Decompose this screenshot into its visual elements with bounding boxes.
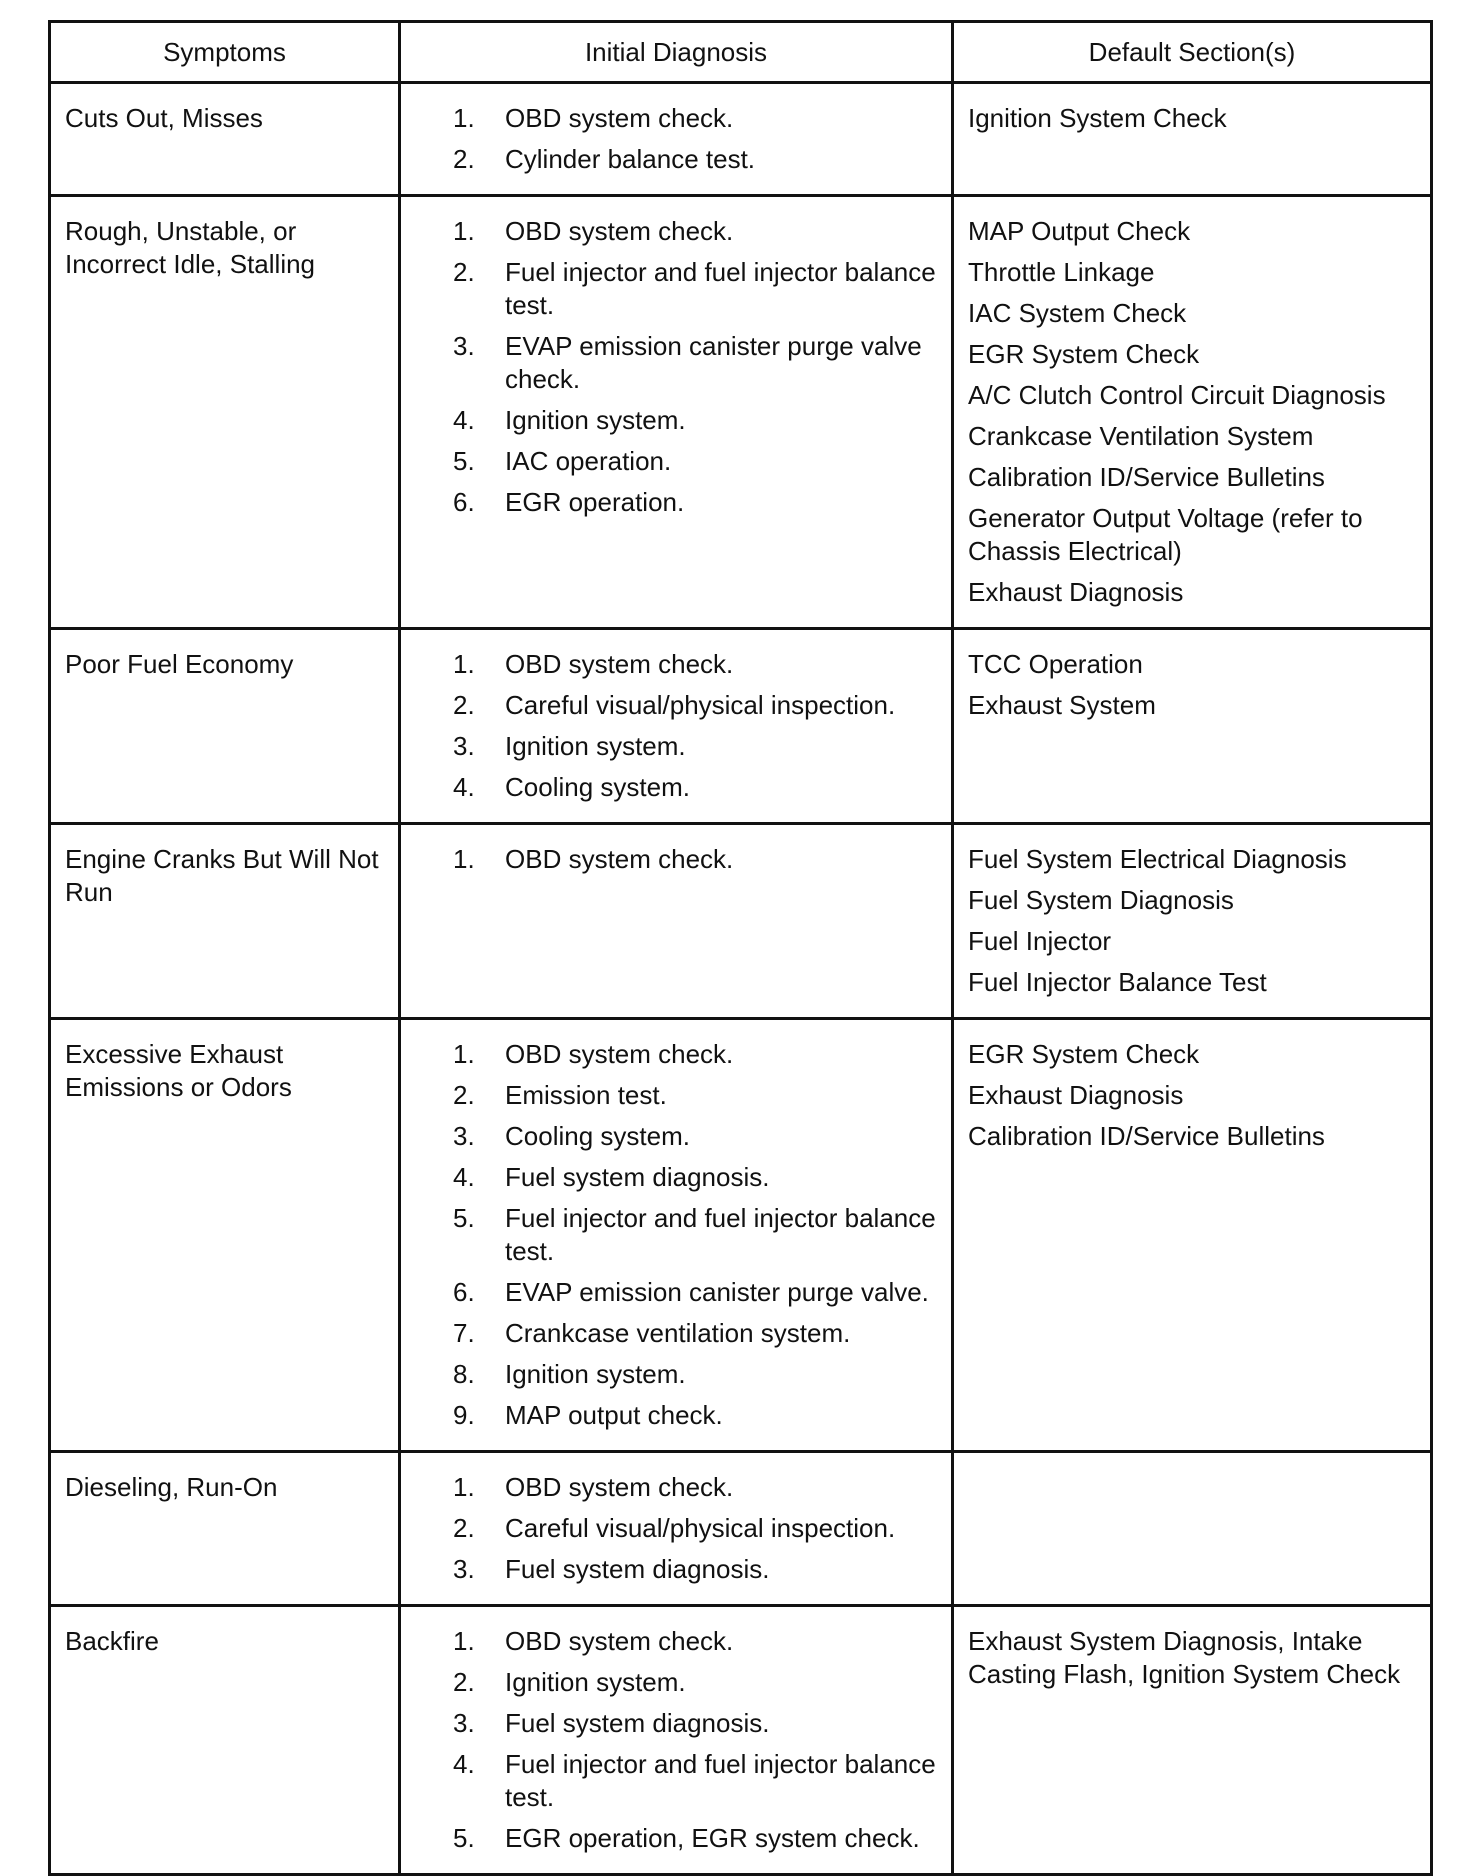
step-text: Fuel injector and fuel injector balance test. xyxy=(505,1749,936,1812)
table-body xyxy=(50,83,1432,1875)
diagnosis-step-list xyxy=(453,102,943,176)
diagnosis-step xyxy=(453,404,943,437)
diagnosis-step xyxy=(453,1399,943,1432)
step-number: 1. xyxy=(453,649,475,679)
step-number: 3. xyxy=(453,1708,475,1738)
default-section-item: A/C Clutch Control Circuit Diagnosis xyxy=(968,380,1386,410)
default-section-list xyxy=(968,1038,1422,1153)
default-section-list xyxy=(968,648,1422,722)
diagnosis-step xyxy=(453,256,943,322)
default-section-item: Exhaust System Diagnosis, Intake Casting Flash, Ignition System Check xyxy=(968,1626,1401,1689)
step-number: 3. xyxy=(453,1121,475,1151)
step-text: Fuel system diagnosis. xyxy=(505,1554,770,1584)
step-number: 4. xyxy=(453,405,475,435)
diagnosis-sheet xyxy=(48,20,1430,1853)
default-section-item: Crankcase Ventilation System xyxy=(968,421,1314,451)
step-number: 1. xyxy=(453,1039,475,1069)
step-number: 2. xyxy=(453,257,475,287)
initial-diagnosis-cell xyxy=(400,1019,953,1452)
step-number: 4. xyxy=(453,772,475,802)
default-section-item: IAC System Check xyxy=(968,298,1187,328)
step-text: EVAP emission canister purge valve check. xyxy=(505,331,922,394)
step-number: 1. xyxy=(453,103,475,133)
initial-diagnosis-cell xyxy=(400,629,953,824)
step-text: Fuel injector and fuel injector balance test. xyxy=(505,1203,936,1266)
step-text: OBD system check. xyxy=(505,1472,734,1502)
symptom-cell xyxy=(50,196,400,629)
step-text: EGR operation, EGR system check. xyxy=(505,1823,920,1853)
default-section-item: Fuel Injector xyxy=(968,926,1112,956)
symptom-cell xyxy=(50,83,400,196)
default-section-item: Ignition System Check xyxy=(968,103,1227,133)
step-text: Ignition system. xyxy=(505,1667,686,1697)
default-section-item: EGR System Check xyxy=(968,339,1200,369)
table-row xyxy=(50,1019,1432,1452)
step-number: 3. xyxy=(453,731,475,761)
step-text: Cooling system. xyxy=(505,1121,690,1151)
diagnosis-step xyxy=(453,1276,943,1309)
step-number: 9. xyxy=(453,1400,475,1430)
default-sections-cell xyxy=(953,83,1432,196)
diagnosis-step xyxy=(453,102,943,135)
step-text: Emission test. xyxy=(505,1080,667,1110)
step-text: Fuel injector and fuel injector balance test. xyxy=(505,257,936,320)
step-number: 1. xyxy=(453,1626,475,1656)
diagnosis-step xyxy=(453,1038,943,1071)
diagnosis-step-list xyxy=(453,843,943,876)
symptom-text: Rough, Unstable, or Incorrect Idle, Stalling xyxy=(65,216,316,279)
step-text: OBD system check. xyxy=(505,216,734,246)
default-section-item: Throttle Linkage xyxy=(968,257,1155,287)
symptom-text: Backfire xyxy=(65,1626,159,1656)
diagnosis-step xyxy=(453,1079,943,1112)
default-sections-cell xyxy=(953,824,1432,1019)
step-text: Cooling system. xyxy=(505,772,690,802)
step-text: Ignition system. xyxy=(505,1359,686,1389)
header-default-sections: Default Section(s) xyxy=(953,22,1432,83)
table-row xyxy=(50,196,1432,629)
step-number: 6. xyxy=(453,487,475,517)
diagnosis-step-list xyxy=(453,1038,943,1432)
header-initial-diagnosis: Initial Diagnosis xyxy=(400,22,953,83)
step-number: 5. xyxy=(453,1203,475,1233)
step-number: 2. xyxy=(453,690,475,720)
diagnosis-step xyxy=(453,771,943,804)
step-text: Fuel system diagnosis. xyxy=(505,1162,770,1192)
default-sections-cell xyxy=(953,1606,1432,1875)
default-sections-cell xyxy=(953,1452,1432,1606)
symptom-text: Excessive Exhaust Emissions or Odors xyxy=(65,1039,292,1102)
initial-diagnosis-cell xyxy=(400,83,953,196)
diagnosis-step xyxy=(453,689,943,722)
diagnosis-step-list xyxy=(453,648,943,804)
default-section-item: Calibration ID/Service Bulletins xyxy=(968,1121,1325,1151)
step-text: IAC operation. xyxy=(505,446,672,476)
initial-diagnosis-cell xyxy=(400,824,953,1019)
step-text: Ignition system. xyxy=(505,405,686,435)
table-row xyxy=(50,83,1432,196)
symptom-cell xyxy=(50,1452,400,1606)
step-number: 4. xyxy=(453,1162,475,1192)
symptom-cell xyxy=(50,824,400,1019)
diagnosis-step-list xyxy=(453,215,943,519)
table-row xyxy=(50,1452,1432,1606)
diagnosis-step xyxy=(453,1666,943,1699)
step-text: OBD system check. xyxy=(505,844,734,874)
diagnosis-step xyxy=(453,730,943,763)
table-header-row xyxy=(50,22,1432,83)
step-number: 2. xyxy=(453,1513,475,1543)
initial-diagnosis-cell xyxy=(400,1606,953,1875)
step-text: MAP output check. xyxy=(505,1400,723,1430)
step-number: 6. xyxy=(453,1277,475,1307)
default-section-item: Exhaust System xyxy=(968,690,1156,720)
diagnosis-step xyxy=(453,843,943,876)
diagnosis-step xyxy=(453,1317,943,1350)
default-section-item: Fuel System Electrical Diagnosis xyxy=(968,844,1347,874)
symptom-text: Poor Fuel Economy xyxy=(65,649,294,679)
step-text: EVAP emission canister purge valve. xyxy=(505,1277,929,1307)
diagnosis-step xyxy=(453,143,943,176)
step-number: 4. xyxy=(453,1749,475,1779)
diagnosis-step xyxy=(453,1512,943,1545)
step-number: 2. xyxy=(453,1667,475,1697)
symptom-cell xyxy=(50,629,400,824)
step-text: Fuel system diagnosis. xyxy=(505,1708,770,1738)
diagnosis-step xyxy=(453,1471,943,1504)
default-sections-cell xyxy=(953,1019,1432,1452)
step-number: 8. xyxy=(453,1359,475,1389)
step-number: 7. xyxy=(453,1318,475,1348)
step-number: 3. xyxy=(453,1554,475,1584)
step-number: 1. xyxy=(453,844,475,874)
step-text: OBD system check. xyxy=(505,103,734,133)
diagnosis-step-list xyxy=(453,1471,943,1586)
diagnosis-step-list xyxy=(453,1625,943,1855)
default-section-item: EGR System Check xyxy=(968,1039,1200,1069)
table-row xyxy=(50,1606,1432,1875)
table-row xyxy=(50,824,1432,1019)
symptom-text: Dieseling, Run-On xyxy=(65,1472,278,1502)
default-section-list xyxy=(968,102,1422,135)
table-row xyxy=(50,629,1432,824)
diagnosis-step xyxy=(453,1822,943,1855)
diagnosis-step xyxy=(453,1625,943,1658)
step-text: EGR operation. xyxy=(505,487,685,517)
default-sections-cell xyxy=(953,196,1432,629)
diagnosis-step xyxy=(453,215,943,248)
diagnosis-step xyxy=(453,648,943,681)
step-number: 2. xyxy=(453,144,475,174)
initial-diagnosis-cell xyxy=(400,196,953,629)
step-text: Cylinder balance test. xyxy=(505,144,756,174)
diagnosis-step xyxy=(453,330,943,396)
default-section-item: Fuel System Diagnosis xyxy=(968,885,1234,915)
default-section-item: TCC Operation xyxy=(968,649,1143,679)
default-section-item: Exhaust Diagnosis xyxy=(968,577,1184,607)
symptom-text: Cuts Out, Misses xyxy=(65,103,263,133)
initial-diagnosis-cell xyxy=(400,1452,953,1606)
default-section-item: Calibration ID/Service Bulletins xyxy=(968,462,1325,492)
default-section-item: Fuel Injector Balance Test xyxy=(968,967,1267,997)
step-text: Crankcase ventilation system. xyxy=(505,1318,851,1348)
step-number: 1. xyxy=(453,216,475,246)
diagnosis-step xyxy=(453,1161,943,1194)
symptom-cell xyxy=(50,1019,400,1452)
step-number: 3. xyxy=(453,331,475,361)
header-symptoms: Symptoms xyxy=(50,22,400,83)
step-text: Ignition system. xyxy=(505,731,686,761)
step-text: OBD system check. xyxy=(505,1039,734,1069)
step-text: Careful visual/physical inspection. xyxy=(505,690,896,720)
step-number: 1. xyxy=(453,1472,475,1502)
step-number: 5. xyxy=(453,1823,475,1853)
default-sections-cell xyxy=(953,629,1432,824)
diagnosis-step xyxy=(453,1358,943,1391)
diagnosis-step xyxy=(453,486,943,519)
diagnosis-step xyxy=(453,445,943,478)
symptom-cell xyxy=(50,1606,400,1875)
default-section-item: MAP Output Check xyxy=(968,216,1191,246)
diagnosis-step xyxy=(453,1202,943,1268)
diagnosis-step xyxy=(453,1553,943,1586)
step-text: OBD system check. xyxy=(505,1626,734,1656)
diagnosis-step xyxy=(453,1748,943,1814)
default-section-item: Generator Output Voltage (refer to Chassis Electrical) xyxy=(968,503,1363,566)
default-section-list xyxy=(968,1625,1422,1691)
default-section-list xyxy=(968,215,1422,609)
diagnosis-step xyxy=(453,1707,943,1740)
symptom-diagnosis-table xyxy=(48,20,1433,1876)
default-section-item: Exhaust Diagnosis xyxy=(968,1080,1184,1110)
step-number: 5. xyxy=(453,446,475,476)
diagnosis-step xyxy=(453,1120,943,1153)
step-number: 2. xyxy=(453,1080,475,1110)
default-section-list xyxy=(968,843,1422,999)
step-text: OBD system check. xyxy=(505,649,734,679)
symptom-text: Engine Cranks But Will Not Run xyxy=(65,844,379,907)
step-text: Careful visual/physical inspection. xyxy=(505,1513,896,1543)
